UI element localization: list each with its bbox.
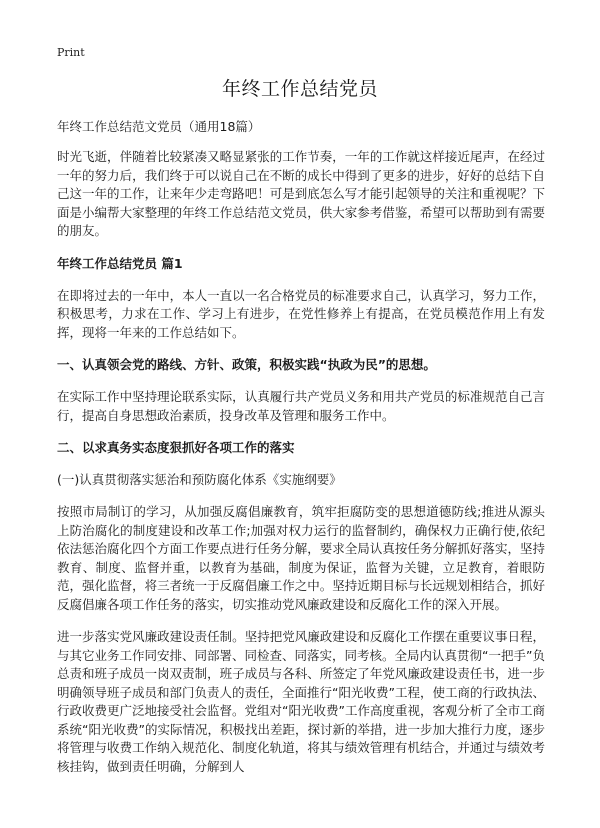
print-link[interactable]: Print: [57, 46, 85, 59]
paragraph: 在即将过去的一年中，本人一直以一名合格党员的标准要求自己，认真学习，努力工作，积极思考，力求在工作、学习上有进步，在党性修养上有提高，在党员模范作用上有发挥，现将一年来的工作总结如下。: [57, 287, 545, 340]
subsection-heading: (一)认真贯彻落实惩治和预防腐化体系《实施纲要》: [57, 472, 342, 487]
section-heading-two: 二、以求真务实态度狠抓好各项工作的落实: [57, 440, 295, 455]
section-heading: 年终工作总结党员 篇1: [57, 255, 183, 271]
paragraph: 按照市局制订的学习，从加强反腐倡廉教育，筑牢拒腐防变的思想道德防线;推进从源头上防治腐化的制度建设和改革工作;加强对权力运行的监督制约，确保权力正确行使,依纪依法惩治腐化四个方面工作要点进行任务分解，要求全局认真按任务分解抓好落实，坚持教育、制度、监督并重，以教育为基础，制度为保证，监督为关键，立足教育，着眼防范，强化监督，将三者统一于反腐倡廉工作之中。坚持近期目标与长远规划相结合，抓好反腐倡廉各项工作任务的落实，切实推动党风廉政建设和反腐化工作的深入开展。: [57, 504, 545, 612]
page-title: 年终工作总结党员: [221, 78, 378, 100]
section-heading-one: 一、认真领会党的路线、方针、政策，积极实践“执政为民”的思想。: [57, 357, 436, 372]
article-subtitle: 年终工作总结范文党员（通用18篇）: [57, 119, 261, 134]
paragraph: 进一步落实党风廉政建设责任制。坚持把党风廉政建设和反腐化工作摆在重要议事日程，与其它业务工作同安排、同部署、同检查、同落实，同考核。全局内认真贯彻“一把手”负总责和班子成员一岗双责制，班子成员与各科、所签定了年党风廉政建设责任书，进一步明确领导班子成员和部门负责人的责任，全面推行“阳光收费”工程，使工商的行政执法、行政收费更广泛地接受社会监督。党组对“阳光收费”工作高度重视，客观分析了全市工商系统“阳光收费”的实际情况，积极找出差距，探讨新的举措，进一步加大推行力度，逐步将管理与收费工作纳入规范化、制度化轨道，将其与绩效管理有机结合，并通过与绩效考核挂钩，做到责任明确，分解到人: [57, 629, 545, 774]
paragraph: 在实际工作中坚持理论联系实际，认真履行共产党员义务和用共产党员的标准规范自己言行，提高自身思想政治素质，投身改革及管理和服务工作中。: [57, 389, 545, 423]
intro-paragraph: 时光飞逝，伴随着比较紧凑又略显紧张的工作节奏，一年的工作就这样接近尾声，在经过一年的努力后，我们终于可以说自己在不断的成长中得到了更多的进步，好好的总结下自己这一年的工作，让来年少走弯路吧！可是到底怎么写才能引起领导的关注和重视呢？下面是小编帮大家整理的年终工作总结范文党员，供大家参考借鉴，希望可以帮助到有需要的朋友。: [57, 149, 545, 238]
article-body: [57, 118, 545, 790]
